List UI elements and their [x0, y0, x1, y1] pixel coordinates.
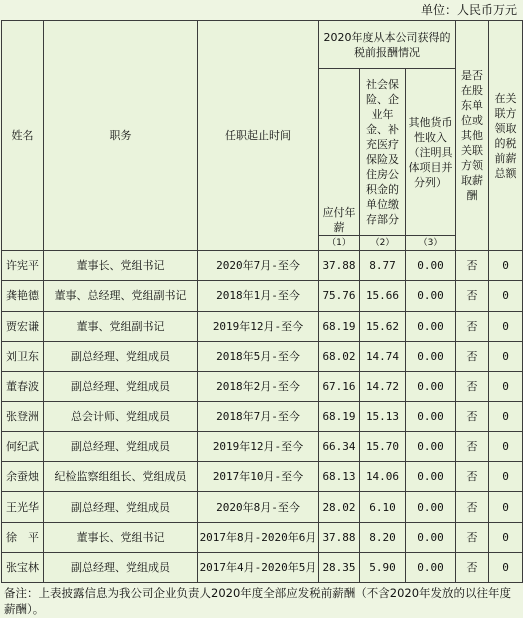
table-row: [2, 341, 523, 371]
cell-other: 0.00: [406, 311, 456, 341]
table-row: [2, 281, 523, 311]
cell-related: 否: [456, 402, 489, 432]
cell-amount: 0: [489, 552, 523, 582]
header-col2: （2）: [360, 236, 406, 251]
cell-amount: 0: [489, 251, 523, 281]
cell-name: 董春波: [2, 371, 44, 401]
cell-insurance: 14.06: [360, 462, 406, 492]
cell-position: 副总经理、党组成员: [44, 552, 198, 582]
cell-position: 副总经理、党组成员: [44, 341, 198, 371]
cell-other: 0.00: [406, 402, 456, 432]
cell-other: 0.00: [406, 341, 456, 371]
cell-insurance: 15.66: [360, 281, 406, 311]
cell-amount: 0: [489, 341, 523, 371]
cell-name: 龚艳德: [2, 281, 44, 311]
header-position: 职务: [44, 21, 198, 251]
cell-amount: 0: [489, 371, 523, 401]
cell-other: 0.00: [406, 492, 456, 522]
cell-salary: 28.02: [319, 492, 360, 522]
header-col3: （3）: [406, 236, 456, 251]
cell-related: 否: [456, 281, 489, 311]
header-col1: （1）: [319, 236, 360, 251]
cell-related: 否: [456, 341, 489, 371]
cell-other: 0.00: [406, 462, 456, 492]
cell-name: 张宝林: [2, 552, 44, 582]
header-name: 姓名: [2, 21, 44, 251]
cell-name: 徐 平: [2, 522, 44, 552]
cell-related: 否: [456, 371, 489, 401]
header-related-paid: 是否在股东单位或其他关联方领取薪酬: [456, 21, 489, 251]
cell-name: 王光华: [2, 492, 44, 522]
header-other-income: 其他货币性收入（注明具体项目并分列）: [406, 69, 456, 236]
cell-insurance: 14.74: [360, 341, 406, 371]
cell-salary: 68.19: [319, 402, 360, 432]
cell-salary: 37.88: [319, 251, 360, 281]
cell-other: 0.00: [406, 522, 456, 552]
cell-amount: 0: [489, 432, 523, 462]
cell-position: 副总经理、党组成员: [44, 432, 198, 462]
cell-position: 纪检监察组组长、党组成员: [44, 462, 198, 492]
cell-position: 董事长、党组书记: [44, 251, 198, 281]
cell-term: 2017年10月-至今: [198, 462, 319, 492]
cell-related: 否: [456, 522, 489, 552]
cell-term: 2018年1月-至今: [198, 281, 319, 311]
cell-insurance: 5.90: [360, 552, 406, 582]
cell-position: 董事、党组副书记: [44, 311, 198, 341]
cell-term: 2020年8月-至今: [198, 492, 319, 522]
cell-amount: 0: [489, 522, 523, 552]
cell-salary: 68.19: [319, 311, 360, 341]
cell-amount: 0: [489, 281, 523, 311]
cell-salary: 68.13: [319, 462, 360, 492]
cell-insurance: 15.62: [360, 311, 406, 341]
cell-amount: 0: [489, 311, 523, 341]
cell-related: 否: [456, 251, 489, 281]
cell-position: 副总经理、党组成员: [44, 371, 198, 401]
cell-name: 余蚕烛: [2, 462, 44, 492]
table-row: [2, 462, 523, 492]
cell-amount: 0: [489, 492, 523, 522]
cell-salary: 28.35: [319, 552, 360, 582]
cell-other: 0.00: [406, 432, 456, 462]
footnote: 备注：上表披露信息为我公司企业负责人2020年度全部应发税前薪酬（不含2020年发放的以往年度薪酬）。: [4, 586, 512, 616]
cell-name: 刘卫东: [2, 341, 44, 371]
cell-term: 2018年2月-至今: [198, 371, 319, 401]
cell-term: 2017年8月-2020年6月: [198, 522, 319, 552]
table-row: [2, 371, 523, 401]
cell-insurance: 8.20: [360, 522, 406, 552]
cell-insurance: 15.70: [360, 432, 406, 462]
cell-salary: 37.88: [319, 522, 360, 552]
cell-related: 否: [456, 311, 489, 341]
table-row: [2, 402, 523, 432]
cell-related: 否: [456, 462, 489, 492]
header-term: 任职起止时间: [198, 21, 319, 251]
cell-related: 否: [456, 552, 489, 582]
header-salary: 应付年薪: [319, 69, 360, 236]
cell-name: 张登洲: [2, 402, 44, 432]
cell-insurance: 8.77: [360, 251, 406, 281]
cell-position: 董事、总经理、党组副书记: [44, 281, 198, 311]
cell-salary: 68.02: [319, 341, 360, 371]
cell-term: 2020年7月-至今: [198, 251, 319, 281]
table-row: [2, 432, 523, 462]
cell-salary: 75.76: [319, 281, 360, 311]
cell-position: 总会计师、党组成员: [44, 402, 198, 432]
cell-name: 贾宏谦: [2, 311, 44, 341]
cell-amount: 0: [489, 402, 523, 432]
cell-insurance: 14.72: [360, 371, 406, 401]
table-row: [2, 552, 523, 582]
cell-other: 0.00: [406, 552, 456, 582]
cell-amount: 0: [489, 462, 523, 492]
cell-position: 副总经理、党组成员: [44, 492, 198, 522]
cell-name: 何纪武: [2, 432, 44, 462]
cell-other: 0.00: [406, 371, 456, 401]
header-insurance: 社会保险、企业年金、补充医疗保险及住房公积金的单位缴存部分: [360, 69, 406, 236]
cell-name: 许宪平: [2, 251, 44, 281]
cell-term: 2017年4月-2020年5月: [198, 552, 319, 582]
cell-position: 董事长、党组书记: [44, 522, 198, 552]
cell-related: 否: [456, 432, 489, 462]
cell-salary: 67.16: [319, 371, 360, 401]
header-related-amount: 在关联方领取的税前薪总额: [489, 21, 523, 251]
table-row: [2, 251, 523, 281]
header-group-title: 2020年度从本公司获得的税前报酬情况: [319, 21, 456, 69]
table-row: [2, 522, 523, 552]
table-row: [2, 492, 523, 522]
compensation-table: [1, 20, 523, 583]
cell-term: 2019年12月-至今: [198, 432, 319, 462]
cell-related: 否: [456, 492, 489, 522]
unit-label: 单位：人民币万元: [420, 3, 517, 17]
cell-term: 2019年12月-至今: [198, 311, 319, 341]
cell-insurance: 6.10: [360, 492, 406, 522]
cell-term: 2018年5月-至今: [198, 341, 319, 371]
cell-other: 0.00: [406, 251, 456, 281]
cell-term: 2018年7月-至今: [198, 402, 319, 432]
cell-salary: 66.34: [319, 432, 360, 462]
cell-other: 0.00: [406, 281, 456, 311]
table-row: [2, 311, 523, 341]
cell-insurance: 15.13: [360, 402, 406, 432]
